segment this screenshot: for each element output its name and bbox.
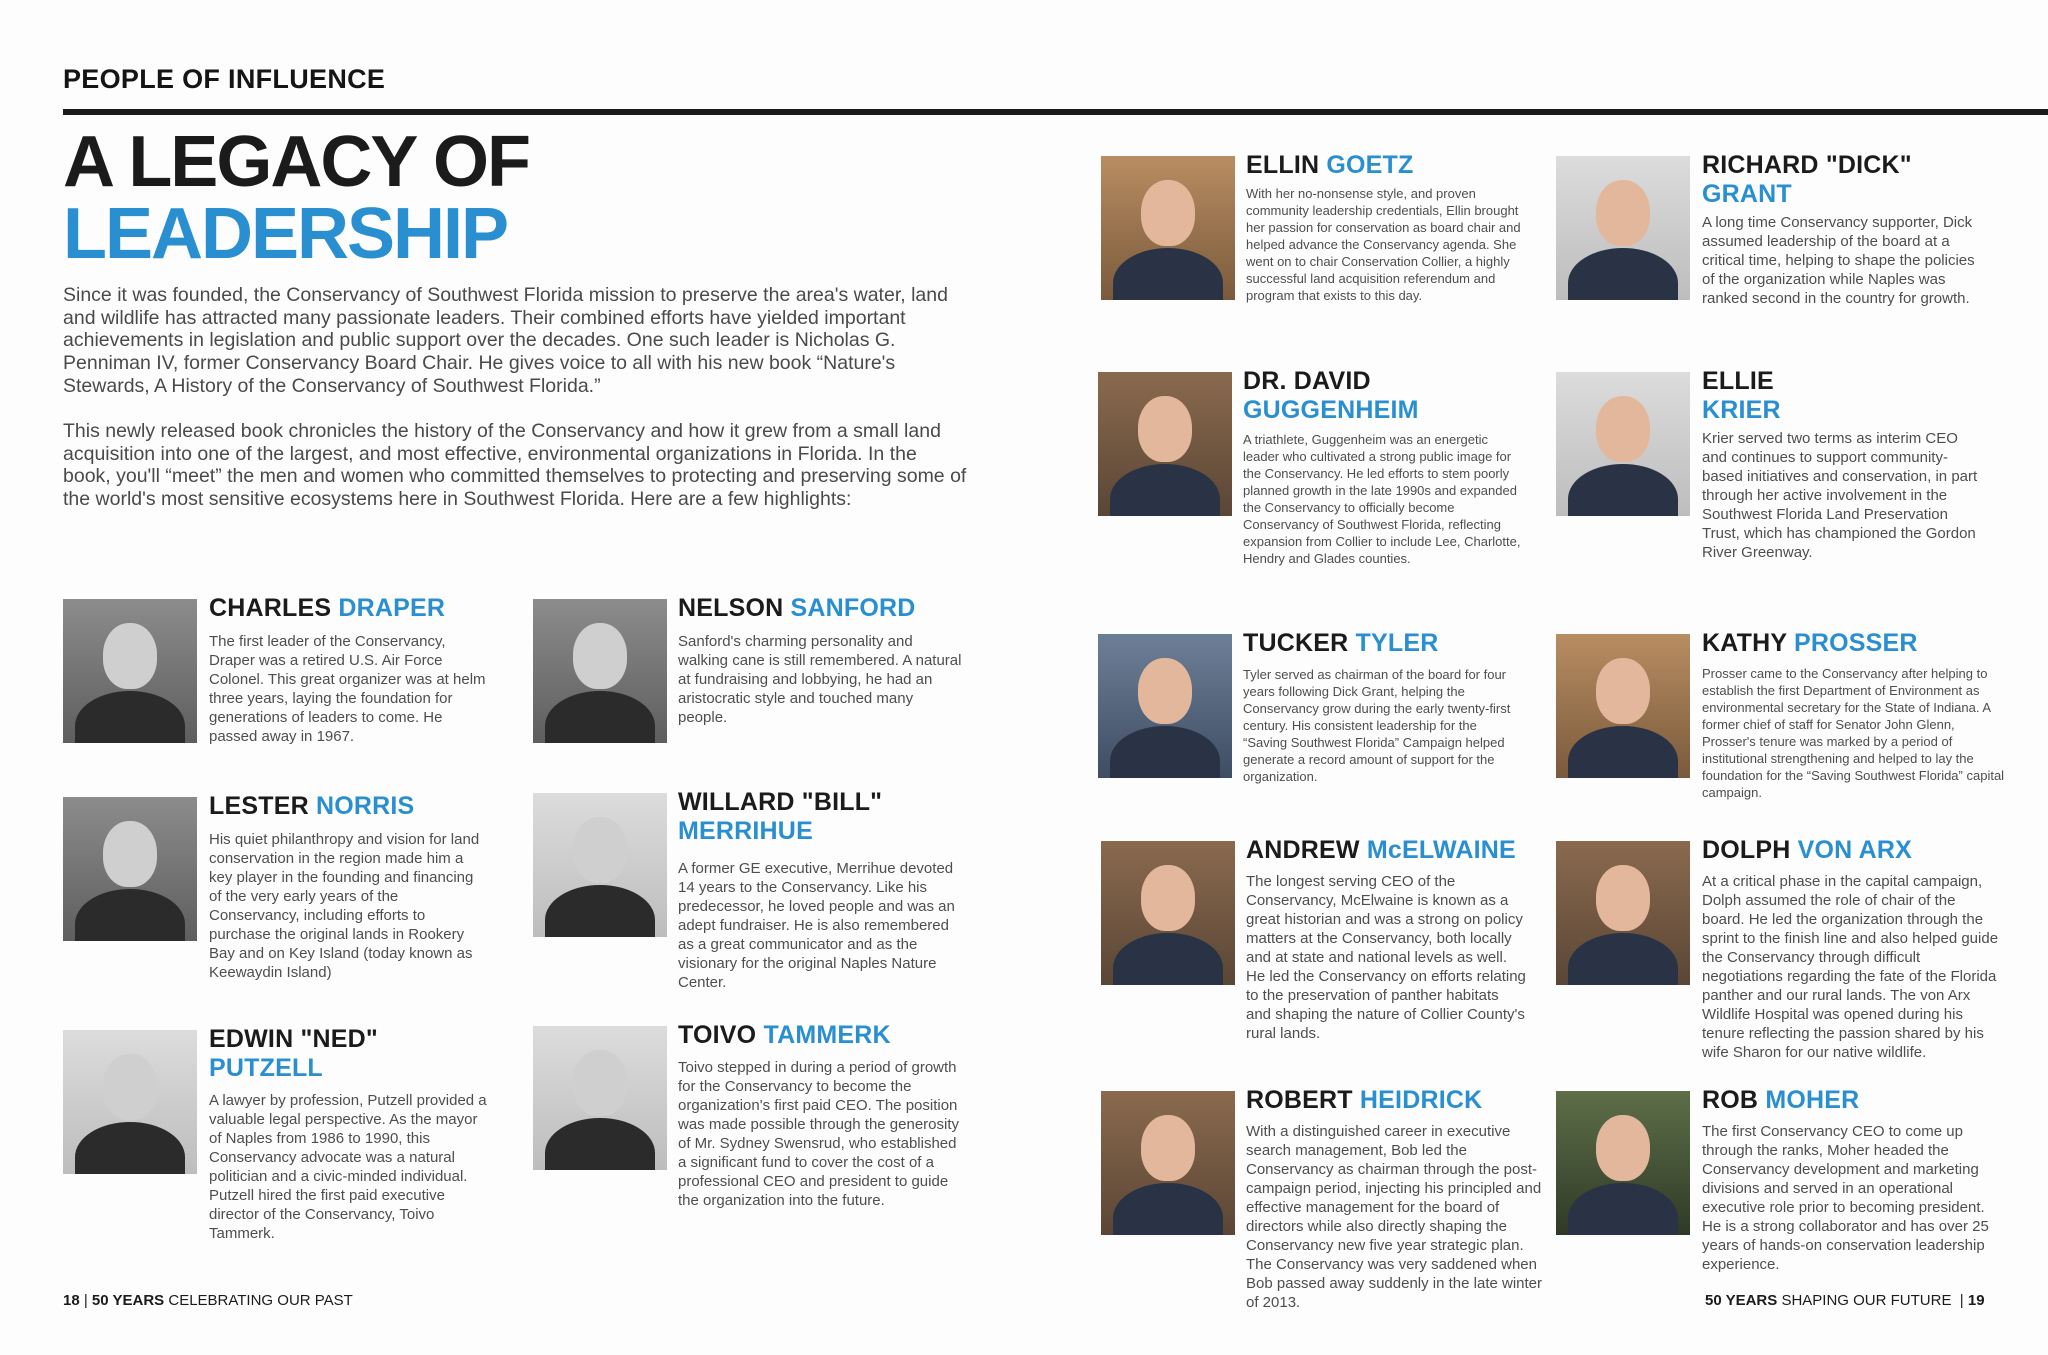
portrait-photo-vonarx	[1556, 841, 1690, 985]
leader-bio-tyler: Tyler served as chairman of the board for four years following Dick Grant, helping the Conservancy grow during the early twenty-first century. His consistent leadership for the “Saving Southwest Florida” Campaign helped generate a record amount of support for the organization.	[1243, 667, 1511, 784]
leader-last-name: KRIER	[1702, 396, 1781, 424]
footer-right-bold: 50 YEARS	[1705, 1292, 1778, 1309]
section-label: PEOPLE OF INFLUENCE	[63, 64, 386, 94]
leader-first-name: TOIVO	[678, 1021, 757, 1049]
leader-bio-mcelwaine: The longest serving CEO of the Conservancy, McElwaine is known as a great historian and was a strong on policy matters at the Conservancy, both locally and at state and national levels as well. He led the Conservancy on efforts relating to the preservation of panther habitats and shaping the nature of Collier County's rural lands.	[1246, 873, 1526, 1042]
leader-first-name: LESTER	[209, 792, 309, 820]
footer-right: 50 YEARS SHAPING OUR FUTURE | 19	[1705, 1292, 1985, 1309]
portrait-photo-merrihue	[533, 793, 667, 937]
leader-first-name: NELSON	[678, 594, 784, 622]
leader-last-name: DRAPER	[338, 594, 446, 622]
leader-last-name: HEIDRICK	[1359, 1086, 1483, 1114]
leader-first-name: CHARLES	[209, 594, 332, 622]
leader-last-name: PROSSER	[1793, 629, 1918, 657]
leader-bio-guggenheim: A triathlete, Guggenheim was an energetic leader who cultivated a strong public image for the Conservancy. He led efforts to stem poorly planned growth in the late 1990s and expanded the Conservancy to officially become Conservancy of Southwest Florida, reflecting expansion from Collier to include Lee, Charlotte, Hendry and Glades counties.	[1243, 432, 1521, 566]
leader-last-name: PUTZELL	[209, 1054, 323, 1082]
footer-right-text: SHAPING OUR FUTURE	[1781, 1292, 1952, 1309]
leader-last-name: GRANT	[1702, 180, 1792, 208]
portrait-photo-norris	[63, 797, 197, 941]
leader-first-name: ROBERT	[1246, 1086, 1353, 1114]
intro-paragraph-1: Since it was founded, the Conservancy of Southwest Florida mission to preserve the area's water, land and wildlife has attracted many passionate leaders. Their combined efforts have yielded important achievements in legislation and public support over the decades. One such leader is Nicholas G. Penniman IV, former Conservancy Board Chair. He gives voice to all with his new book “Nature's Stewards, A History of the Conservancy of Southwest Florida.”	[63, 284, 948, 397]
leader-first-name: ROB	[1702, 1086, 1759, 1114]
portrait-photo-sanford	[533, 599, 667, 743]
portrait-photo-goetz	[1101, 156, 1235, 300]
portrait-photo-prosser	[1556, 634, 1690, 778]
leader-name-norris	[209, 792, 414, 821]
leader-name-tyler	[1243, 629, 1438, 658]
leader-name-vonarx	[1702, 836, 1912, 865]
leader-last-name: MOHER	[1765, 1086, 1860, 1114]
leader-bio-merrihue: A former GE executive, Merrihue devoted 14 years to the Conservancy. Like his predecessor, he loved people and was an adept fundraiser. He is also remembered as a great communicator and as the visionary for the original Naples Nature Center.	[678, 860, 955, 991]
leader-last-name: McELWAINE	[1366, 836, 1516, 864]
leader-bio-tammerk: Toivo stepped in during a period of growth for the Conservancy to become the organization's first paid CEO. The position was made possible through the generosity of Mr. Sydney Swensrud, who established a significant fund to cover the cost of a professional CEO and president to guide the organization into the future.	[678, 1059, 960, 1209]
headline-line-2: LEADERSHIP	[63, 194, 508, 274]
leader-bio-krier: Krier served two terms as interim CEO and continues to support community-based initiatives and conservation, in part through her active involvement in the Southwest Florida Land Preservation Trust, which has championed the Gordon River Greenway.	[1702, 430, 1978, 561]
portrait-photo-krier	[1556, 372, 1690, 516]
leader-first-name: KATHY	[1702, 629, 1787, 657]
leader-name-putzell	[209, 1025, 439, 1083]
portrait-photo-mcelwaine	[1101, 841, 1235, 985]
leader-bio-goetz: With her no-nonsense style, and proven community leadership credentials, Ellin brought her passion for conservation as board chair and helped advance the Conservancy agenda. She went on to chair Conservation Collier, a highly successful land acquisition referendum and program that exists to this day.	[1246, 186, 1521, 303]
leader-name-guggenheim	[1243, 367, 1483, 425]
footer-left: 18 | 50 YEARS CELEBRATING OUR PAST	[63, 1292, 353, 1309]
leader-bio-heidrick: With a distinguished career in executive search management, Bob led the Conservancy as chairman through the post-campaign period, injecting his principled and effective management for the board of directors while also directly shaping the Conservancy new five year strategic plan. The Conservancy was very saddened when Bob passed away suddenly in the late winter of 2013.	[1246, 1123, 1543, 1311]
leader-bio-putzell: A lawyer by profession, Putzell provided a valuable legal perspective. As the mayor of Naples from 1986 to 1990, this Conservancy advocate was a natural politician and a civic-minded individual. Putzell hired the first paid executive director of the Conservancy, Toivo Tammerk.	[209, 1092, 487, 1242]
portrait-photo-draper	[63, 599, 197, 743]
leader-name-mcelwaine	[1246, 836, 1516, 865]
portrait-photo-grant	[1556, 156, 1690, 300]
leader-first-name: ELLIE	[1702, 367, 1774, 395]
leader-name-grant	[1702, 151, 1962, 209]
portrait-photo-heidrick	[1101, 1091, 1235, 1235]
leader-name-goetz	[1246, 151, 1413, 180]
leader-first-name: DR. DAVID	[1243, 367, 1371, 395]
leader-bio-norris: His quiet philanthropy and vision for land conservation in the region made him a key player in the founding and financing of the very early years of the Conservancy, including efforts to purchase the original lands in Rookery Bay and on Key Island (today known as Keewaydin Island)	[209, 831, 480, 981]
leader-bio-moher: The first Conservancy CEO to come up through the ranks, Moher headed the Conservancy development and marketing divisions and served in an operational executive role prior to becoming president. He is a strong collaborator and has over 25 years of hands-on conservation leadership experience.	[1702, 1123, 1989, 1273]
portrait-photo-guggenheim	[1098, 372, 1232, 516]
leader-last-name: TYLER	[1355, 629, 1439, 657]
leader-first-name: DOLPH	[1702, 836, 1791, 864]
leader-last-name: NORRIS	[315, 792, 415, 820]
portrait-photo-tammerk	[533, 1026, 667, 1170]
leader-last-name: GOETZ	[1326, 151, 1414, 179]
leader-first-name: RICHARD "DICK"	[1702, 151, 1912, 179]
leader-name-prosser	[1702, 629, 1918, 658]
portrait-photo-putzell	[63, 1030, 197, 1174]
page-title	[63, 122, 530, 274]
leader-last-name: MERRIHUE	[678, 817, 813, 845]
footer-left-bold: 50 YEARS	[91, 1292, 165, 1309]
leader-bio-sanford: Sanford's charming personality and walking cane is still remembered. A natural at fundraising and lobbying, he had an aristocratic style and touched many people.	[678, 633, 962, 726]
footer-left-text: CELEBRATING OUR PAST	[168, 1292, 353, 1309]
leader-last-name: VON ARX	[1797, 836, 1913, 864]
portrait-photo-moher	[1556, 1091, 1690, 1235]
leader-name-draper	[209, 594, 445, 623]
leader-first-name: ELLIN	[1246, 151, 1320, 179]
portrait-photo-tyler	[1098, 634, 1232, 778]
leader-name-tammerk	[678, 1021, 891, 1050]
leader-name-merrihue	[678, 788, 928, 846]
page-number-right: 19	[1967, 1292, 1985, 1309]
leader-last-name: SANFORD	[790, 594, 916, 622]
leader-first-name: TUCKER	[1243, 629, 1349, 657]
leader-last-name: TAMMERK	[763, 1021, 891, 1049]
leader-first-name: WILLARD "BILL"	[678, 788, 883, 816]
intro-paragraph-2: This newly released book chronicles the history of the Conservancy and how it grew from a small land acquisition into one of the largest, and most effective, environmental organizations in Florida. In the book, you'll “meet” the men and women who committed themselves to protecting and preserving some of the world's most sensitive ecosystems here in Southwest Florida. Here are a few highlights:	[63, 420, 967, 511]
top-rule	[63, 109, 2048, 115]
leader-bio-vonarx: At a critical phase in the capital campaign, Dolph assumed the role of chair of the board. He led the organization through the sprint to the finish line and also helped guide the Conservancy through difficult negotiations regarding the fate of the Florida panther and our rural lands. The von Arx Wildlife Hospital was opened during his tenure reflecting the passion shared by his wife Sharon for our native wildlife.	[1702, 873, 1999, 1061]
leader-bio-draper: The first leader of the Conservancy, Draper was a retired U.S. Air Force Colonel. This great organizer was at helm three years, laying the foundation for generations of leaders to come. He passed away in 1967.	[209, 633, 486, 745]
leader-name-heidrick	[1246, 1086, 1482, 1115]
headline-line-1: A LEGACY OF	[63, 122, 530, 202]
leader-bio-grant: A long time Conservancy supporter, Dick assumed leadership of the board at a critical time, helping to shape the policies of the organization while Naples was ranked second in the country for growth.	[1702, 214, 1975, 307]
page-number-left: 18	[63, 1292, 80, 1309]
leader-first-name: EDWIN "NED"	[209, 1025, 378, 1053]
leader-last-name: GUGGENHEIM	[1243, 396, 1419, 424]
leader-first-name: ANDREW	[1246, 836, 1360, 864]
leader-name-sanford	[678, 594, 916, 623]
leader-name-moher	[1702, 1086, 1859, 1115]
leader-name-krier	[1702, 367, 1902, 425]
leader-bio-prosser: Prosser came to the Conservancy after helping to establish the first Department of Environment as environmental secretary for the State of Indiana. A former chief of staff for Senator John Glenn, Prosser's tenure was marked by a period of institutional strengthening and helped to lay the foundation for the “Saving Southwest Florida” capital campaign.	[1702, 666, 2005, 800]
